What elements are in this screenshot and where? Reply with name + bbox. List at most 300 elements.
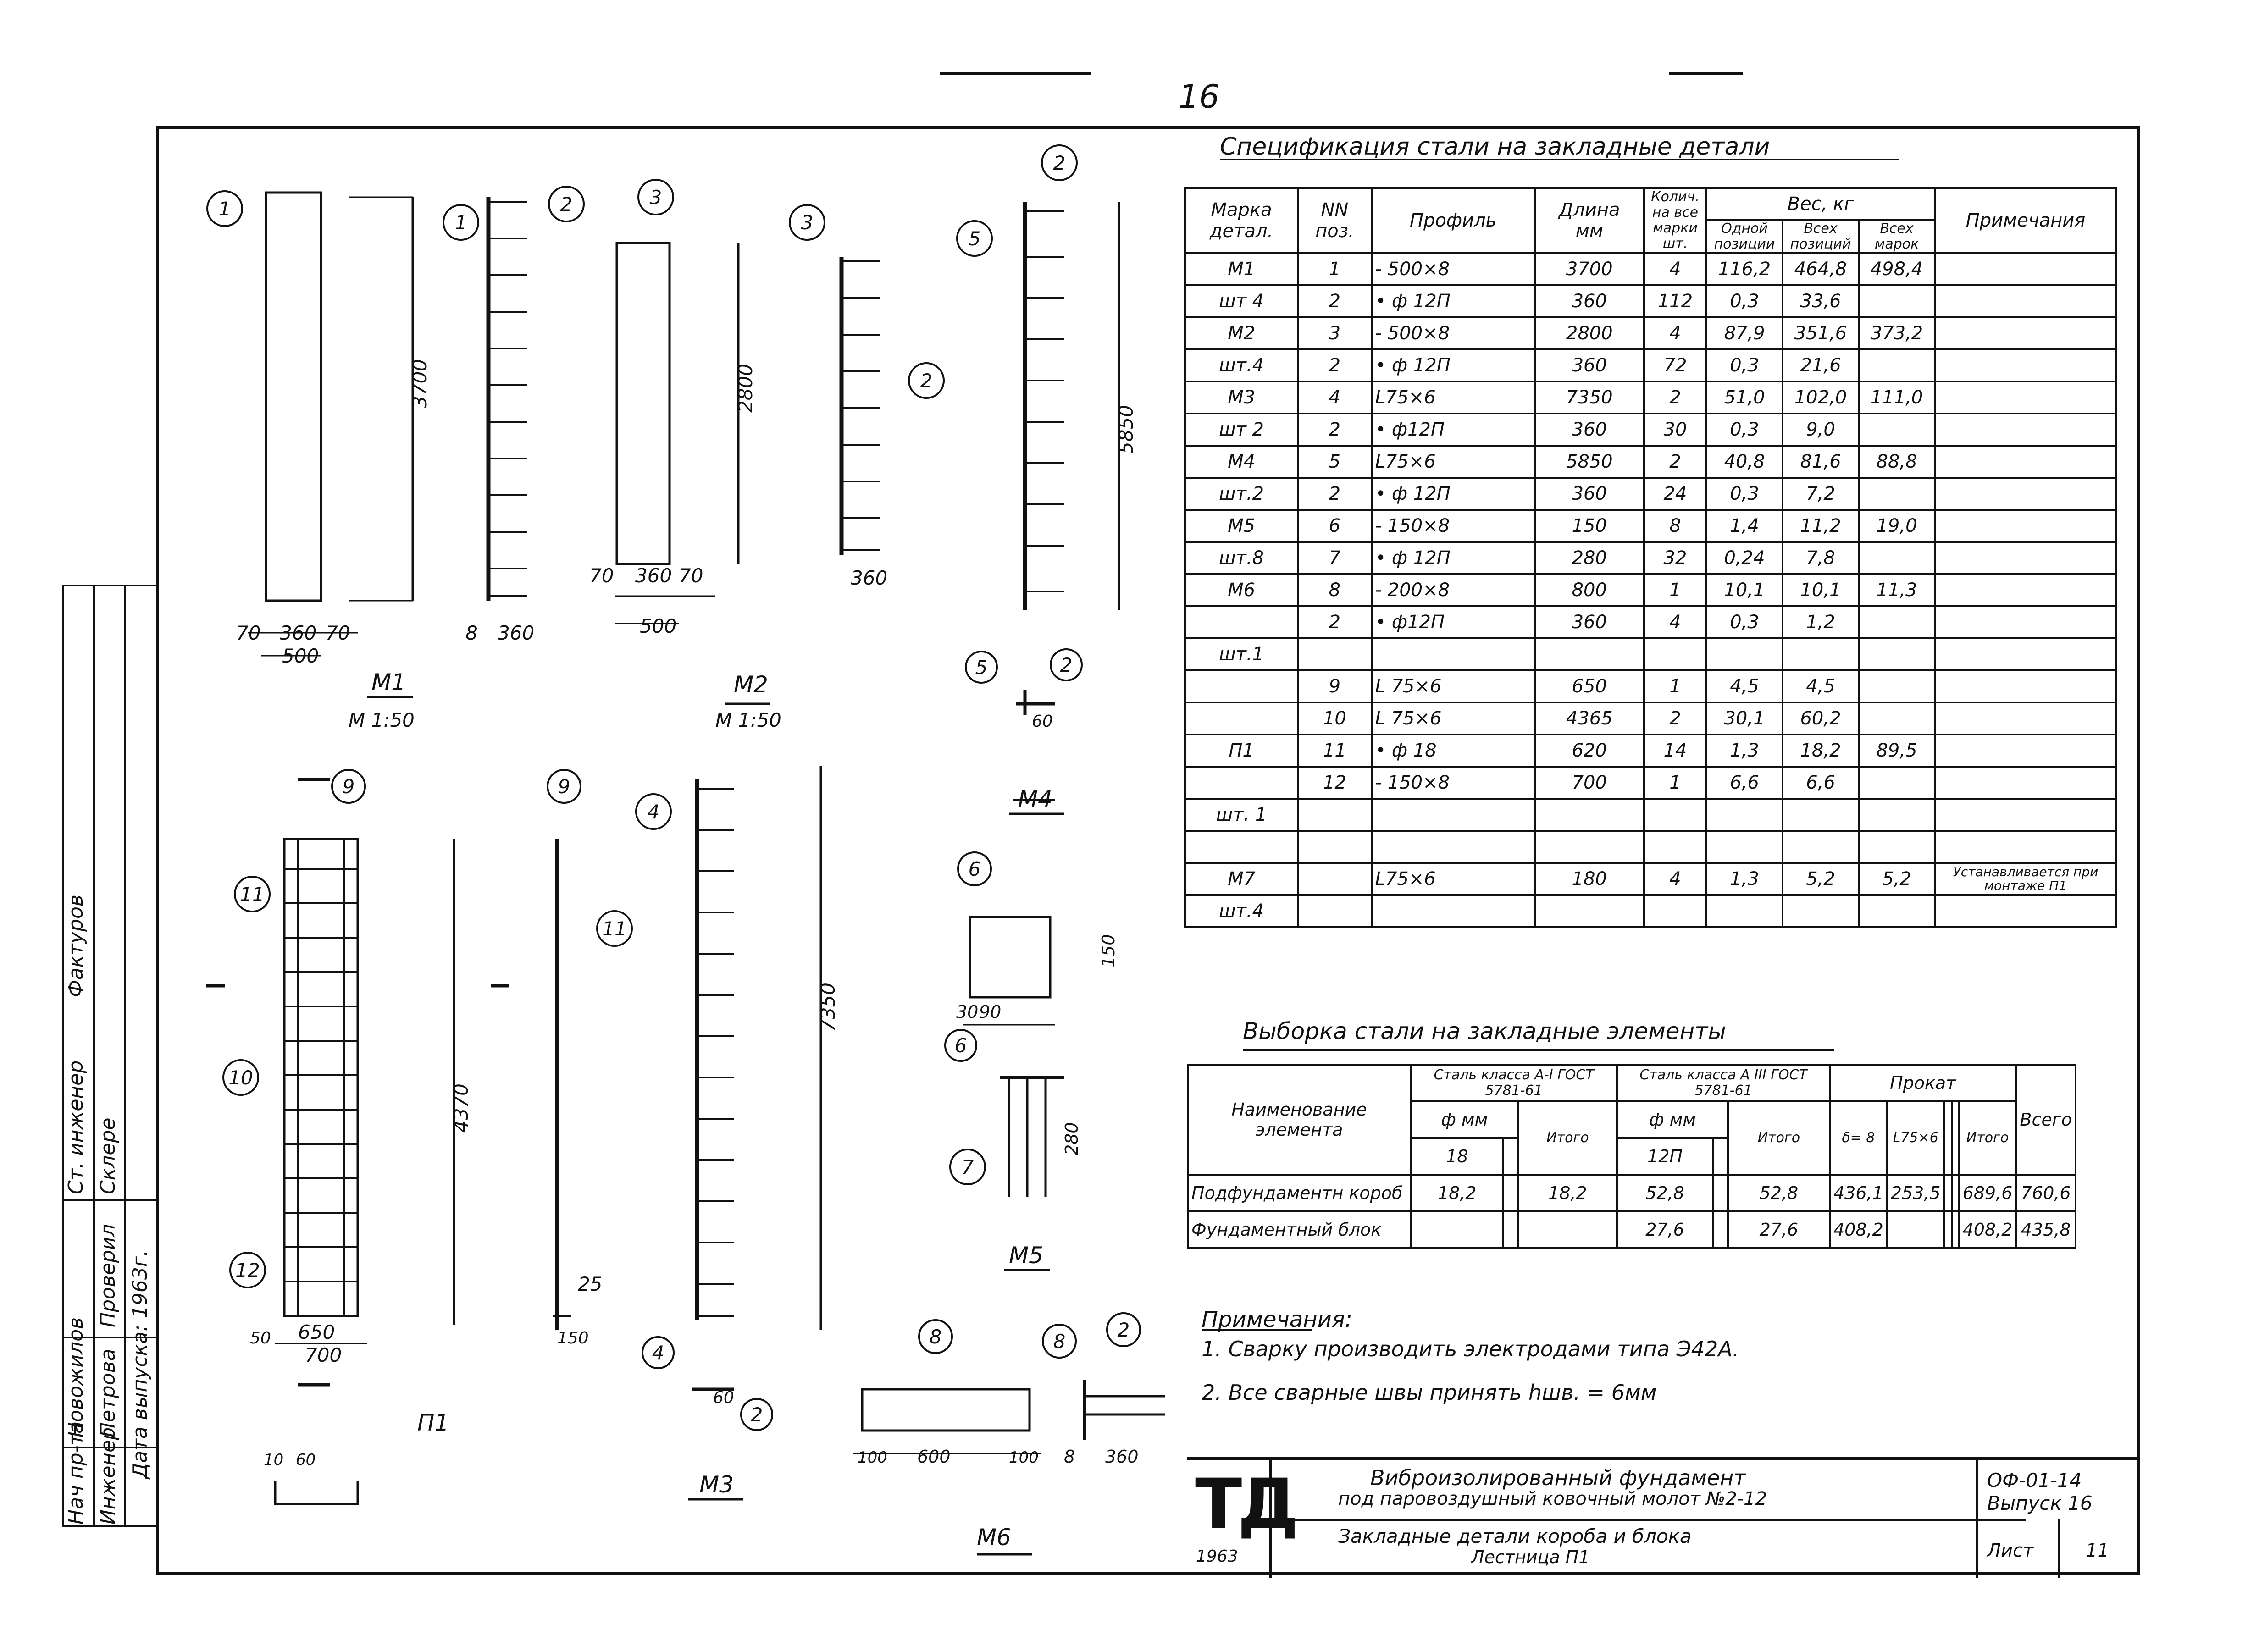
spec-row bbox=[1185, 510, 2116, 542]
stamp-code: ОФ-01-14 bbox=[1987, 1469, 2082, 1492]
spec-cell-wm bbox=[1859, 638, 1935, 670]
spec-cell-cnt: 24 bbox=[1644, 478, 1706, 510]
sidebar-r5-role: Фактуров bbox=[64, 895, 88, 997]
svg-text:11: 11 bbox=[240, 883, 265, 906]
sel-cell-name: Подфундаментн короб bbox=[1188, 1175, 1411, 1211]
stamp-sheet: 11 bbox=[2086, 1540, 2109, 1561]
spec-cell-pos: 11 bbox=[1298, 735, 1371, 767]
m3-label: М3 bbox=[699, 1471, 734, 1498]
sel-h-l75: L75×6 bbox=[1887, 1101, 1944, 1175]
spec-cell-w1: 0,3 bbox=[1706, 285, 1783, 317]
spec-row bbox=[1185, 767, 2116, 799]
svg-text:6: 6 bbox=[968, 858, 981, 880]
spec-cell-note bbox=[1935, 831, 2116, 863]
bubble-9b bbox=[548, 770, 581, 803]
bubble-1 bbox=[207, 191, 242, 226]
spec-cell-wa: 18,2 bbox=[1783, 735, 1859, 767]
spec-cell-wm: 19,0 bbox=[1859, 510, 1935, 542]
spec-cell-mark bbox=[1185, 670, 1298, 702]
hdr-w-all: Всех позиций bbox=[1783, 220, 1859, 253]
sel-h-steel1: Сталь класса А-I ГОСТ 5781-61 bbox=[1411, 1065, 1617, 1101]
spec-cell-w1 bbox=[1706, 799, 1783, 831]
sidebar-r1-name: Петрова bbox=[96, 1348, 120, 1437]
sel-cell-blank bbox=[1952, 1175, 1959, 1211]
spec-cell-len: 360 bbox=[1535, 606, 1644, 638]
spec-cell-cnt bbox=[1644, 638, 1706, 670]
spec-cell-w1: 40,8 bbox=[1706, 446, 1783, 478]
spec-row bbox=[1185, 414, 2116, 446]
selection-row bbox=[1188, 1175, 2076, 1211]
spec-cell-cnt: 112 bbox=[1644, 285, 1706, 317]
spec-cell-len bbox=[1535, 895, 1644, 927]
sel-cell-l75 bbox=[1887, 1211, 1944, 1248]
m5-dim-150: 150 bbox=[1098, 934, 1118, 967]
spec-cell-pos bbox=[1298, 895, 1371, 927]
sel-cell-a_tot bbox=[1518, 1211, 1617, 1248]
m4-dim-total: 5850 bbox=[1115, 405, 1137, 454]
bubble-10 bbox=[223, 1060, 258, 1095]
stamp-logo: ТД bbox=[1195, 1464, 1294, 1544]
spec-row bbox=[1185, 670, 2116, 702]
sel-cell-blank bbox=[1713, 1211, 1728, 1248]
stamp-divider bbox=[1269, 1519, 2026, 1521]
svg-text:3: 3 bbox=[801, 211, 814, 234]
spec-cell-pos: 6 bbox=[1298, 510, 1371, 542]
p1-dim-700: 700 bbox=[305, 1344, 342, 1366]
spec-cell-profile: L 75×6 bbox=[1372, 670, 1535, 702]
sel-cell-blank bbox=[1952, 1211, 1959, 1248]
m2-dim-total: 2800 bbox=[734, 364, 757, 413]
spec-cell-profile: L 75×6 bbox=[1372, 702, 1535, 735]
svg-text:5: 5 bbox=[968, 227, 981, 250]
spec-cell-mark bbox=[1185, 606, 1298, 638]
sel-h-blank4 bbox=[1713, 1138, 1728, 1175]
hdr-count: Колич. на все марки шт. bbox=[1644, 188, 1706, 253]
spec-cell-profile: - 500×8 bbox=[1372, 253, 1535, 285]
sel-cell-all: 435,8 bbox=[2016, 1211, 2076, 1248]
m2-dim-360: 360 bbox=[635, 564, 672, 587]
spec-row bbox=[1185, 606, 2116, 638]
spec-cell-wa: 6,6 bbox=[1783, 767, 1859, 799]
bubble-2b bbox=[909, 363, 944, 398]
spec-cell-profile: • ф12П bbox=[1372, 414, 1535, 446]
spec-cell-pos: 2 bbox=[1298, 285, 1371, 317]
hdr-length: Длина мм bbox=[1535, 188, 1644, 253]
sel-cell-a_tot: 18,2 bbox=[1518, 1175, 1617, 1211]
sidebar-r4-role: Ст. инженер bbox=[64, 1060, 88, 1194]
spec-cell-note bbox=[1935, 414, 2116, 446]
spec-table bbox=[1184, 187, 2117, 928]
m1-dim-500: 500 bbox=[282, 645, 319, 667]
spec-cell-wm bbox=[1859, 414, 1935, 446]
spec-cell-cnt: 30 bbox=[1644, 414, 1706, 446]
spec-cell-pos: 12 bbox=[1298, 767, 1371, 799]
sel-cell-b_tot: 52,8 bbox=[1728, 1175, 1830, 1211]
signature-sidebar bbox=[62, 585, 156, 1527]
spec-cell-note bbox=[1935, 895, 2116, 927]
spec-cell-len: 360 bbox=[1535, 414, 1644, 446]
svg-text:2: 2 bbox=[560, 193, 573, 215]
spec-cell-wa: 351,6 bbox=[1783, 317, 1859, 349]
spec-cell-wa bbox=[1783, 799, 1859, 831]
spec-cell-w1: 87,9 bbox=[1706, 317, 1783, 349]
spec-cell-mark: М3 bbox=[1185, 381, 1298, 414]
spec-cell-profile bbox=[1372, 638, 1535, 670]
spec-cell-profile bbox=[1372, 895, 1535, 927]
spec-cell-cnt: 4 bbox=[1644, 863, 1706, 895]
sel-h-total1: Итого bbox=[1518, 1101, 1617, 1175]
spec-row bbox=[1185, 799, 2116, 831]
m2-dim-70b: 70 bbox=[679, 564, 703, 587]
spec-header-row bbox=[1185, 188, 2116, 220]
sel-h-blank2 bbox=[1952, 1101, 1959, 1175]
spec-cell-w1: 4,5 bbox=[1706, 670, 1783, 702]
svg-text:7: 7 bbox=[961, 1156, 974, 1178]
spec-cell-len: 150 bbox=[1535, 510, 1644, 542]
page-number: 16 bbox=[1179, 78, 1220, 116]
spec-cell-pos: 7 bbox=[1298, 542, 1371, 574]
bubble-2f bbox=[741, 1399, 772, 1430]
spec-cell-wa: 10,1 bbox=[1783, 574, 1859, 606]
svg-text:9: 9 bbox=[342, 775, 355, 798]
spec-row bbox=[1185, 863, 2116, 895]
bubble-2a bbox=[549, 187, 584, 221]
sidebar-date: Дата выпуска: 1963г. bbox=[128, 1249, 152, 1479]
spec-cell-pos: 8 bbox=[1298, 574, 1371, 606]
spec-cell-wa: 60,2 bbox=[1783, 702, 1859, 735]
m2-dim-70a: 70 bbox=[589, 564, 614, 587]
sel-cell-l75: 253,5 bbox=[1887, 1175, 1944, 1211]
spec-cell-wa: 102,0 bbox=[1783, 381, 1859, 414]
spec-cell-len: 800 bbox=[1535, 574, 1644, 606]
bubble-4a bbox=[636, 794, 671, 829]
spec-row bbox=[1185, 446, 2116, 478]
sel-h-all: Всего bbox=[2016, 1065, 2076, 1175]
svg-text:6: 6 bbox=[954, 1034, 967, 1057]
spec-cell-len: 280 bbox=[1535, 542, 1644, 574]
hdr-notes: Примечания bbox=[1935, 188, 2116, 253]
sidebar-r1-role: Инженер bbox=[96, 1427, 120, 1525]
spec-cell-profile: L75×6 bbox=[1372, 446, 1535, 478]
spec-cell-mark: М7 bbox=[1185, 863, 1298, 895]
notes-title: Примечания: bbox=[1202, 1307, 1352, 1332]
spec-cell-pos: 9 bbox=[1298, 670, 1371, 702]
m6-dim-100a: 100 bbox=[858, 1448, 887, 1467]
spec-cell-w1: 116,2 bbox=[1706, 253, 1783, 285]
spec-cell-len: 180 bbox=[1535, 863, 1644, 895]
sel-cell-b12: 52,8 bbox=[1617, 1175, 1712, 1211]
sidebar-r2-role: Нач пр-та bbox=[64, 1421, 88, 1525]
spec-cell-len bbox=[1535, 831, 1644, 863]
spec-cell-profile: • ф 12П bbox=[1372, 285, 1535, 317]
spec-cell-cnt: 72 bbox=[1644, 349, 1706, 381]
p1-dim-650: 650 bbox=[298, 1321, 335, 1343]
spec-cell-w1 bbox=[1706, 895, 1783, 927]
sel-cell-blank bbox=[1503, 1211, 1518, 1248]
spec-cell-note bbox=[1935, 253, 2116, 285]
spec-cell-len: 620 bbox=[1535, 735, 1644, 767]
spec-cell-len: 7350 bbox=[1535, 381, 1644, 414]
stamp-subtitle2: Лестница П1 bbox=[1471, 1547, 1590, 1567]
sel-cell-blank bbox=[1713, 1175, 1728, 1211]
svg-text:2: 2 bbox=[920, 370, 933, 392]
m5-label: М5 bbox=[1009, 1242, 1043, 1269]
note-2: 2. Все сварные швы принять hшв. = 6мм bbox=[1202, 1380, 1657, 1405]
spec-cell-mark: шт.8 bbox=[1185, 542, 1298, 574]
sel-cell-a18 bbox=[1411, 1211, 1503, 1248]
spec-cell-cnt: 2 bbox=[1644, 702, 1706, 735]
stamp-subtitle: Закладные детали короба и блока bbox=[1338, 1525, 1692, 1547]
note-1: 1. Сварку производить электродами типа Э42А. bbox=[1202, 1337, 1739, 1361]
sel-cell-b_tot: 27,6 bbox=[1728, 1211, 1830, 1248]
spec-cell-mark: шт 2 bbox=[1185, 414, 1298, 446]
spec-cell-note bbox=[1935, 446, 2116, 478]
spec-cell-mark: М5 bbox=[1185, 510, 1298, 542]
stamp-year: 1963 bbox=[1196, 1547, 1238, 1566]
spec-cell-len bbox=[1535, 638, 1644, 670]
sel-cell-a18: 18,2 bbox=[1411, 1175, 1503, 1211]
stamp-issue: Выпуск 16 bbox=[1987, 1492, 2093, 1514]
stamp-title2: под паровоздушный ковочный молот №2-12 bbox=[1338, 1488, 1767, 1509]
spec-cell-wa: 11,2 bbox=[1783, 510, 1859, 542]
hdr-w-marks: Всех марок bbox=[1859, 220, 1935, 253]
m6-dim-8: 8 bbox=[1064, 1447, 1075, 1467]
spec-cell-cnt: 2 bbox=[1644, 446, 1706, 478]
svg-text:2: 2 bbox=[1053, 152, 1066, 174]
spec-row bbox=[1185, 317, 2116, 349]
spec-cell-cnt: 2 bbox=[1644, 381, 1706, 414]
spec-cell-len: 360 bbox=[1535, 285, 1644, 317]
spec-cell-note bbox=[1935, 285, 2116, 317]
bubble-3b bbox=[790, 205, 825, 240]
hdr-weight: Вес, кг bbox=[1706, 188, 1935, 220]
svg-text:11: 11 bbox=[602, 917, 627, 940]
spec-cell-pos: 2 bbox=[1298, 478, 1371, 510]
spec-cell-profile: - 200×8 bbox=[1372, 574, 1535, 606]
spec-cell-mark: М4 bbox=[1185, 446, 1298, 478]
m6-dim-600: 600 bbox=[917, 1447, 951, 1467]
spec-cell-pos bbox=[1298, 638, 1371, 670]
spec-cell-note bbox=[1935, 381, 2116, 414]
spec-cell-w1: 1,4 bbox=[1706, 510, 1783, 542]
spec-cell-wa: 4,5 bbox=[1783, 670, 1859, 702]
spec-cell-pos: 2 bbox=[1298, 606, 1371, 638]
spec-cell-pos bbox=[1298, 863, 1371, 895]
spec-cell-w1: 0,24 bbox=[1706, 542, 1783, 574]
spec-cell-wm bbox=[1859, 349, 1935, 381]
spec-cell-wm bbox=[1859, 542, 1935, 574]
spec-cell-w1: 0,3 bbox=[1706, 478, 1783, 510]
bubble-6a bbox=[958, 852, 991, 885]
spec-cell-w1: 1,3 bbox=[1706, 863, 1783, 895]
sel-h-blank1 bbox=[1944, 1101, 1952, 1175]
spec-cell-w1 bbox=[1706, 638, 1783, 670]
m5-dim-90: 90 bbox=[979, 1002, 1002, 1022]
bubble-7 bbox=[950, 1149, 985, 1184]
spec-cell-len: 3700 bbox=[1535, 253, 1644, 285]
sel-cell-name: Фундаментный блок bbox=[1188, 1211, 1411, 1248]
spec-cell-note bbox=[1935, 542, 2116, 574]
m1-dim-total: 3700 bbox=[409, 359, 431, 408]
spec-cell-wa bbox=[1783, 831, 1859, 863]
sec-dim-10: 10 bbox=[264, 1451, 284, 1469]
sel-cell-blank bbox=[1944, 1211, 1952, 1248]
p1-dim-150: 150 bbox=[557, 1329, 589, 1348]
spec-cell-wm bbox=[1859, 285, 1935, 317]
spec-cell-w1: 6,6 bbox=[1706, 767, 1783, 799]
spec-cell-w1: 30,1 bbox=[1706, 702, 1783, 735]
spec-cell-pos: 1 bbox=[1298, 253, 1371, 285]
spec-cell-note bbox=[1935, 702, 2116, 735]
sel-cell-blank bbox=[1503, 1175, 1518, 1211]
sec-dim-60: 60 bbox=[296, 1451, 316, 1469]
stamp-vline2 bbox=[2058, 1519, 2060, 1578]
svg-text:9: 9 bbox=[558, 775, 570, 798]
spec-cell-mark: шт.4 bbox=[1185, 895, 1298, 927]
spec-row bbox=[1185, 349, 2116, 381]
spec-cell-pos: 2 bbox=[1298, 349, 1371, 381]
hdr-profile: Профиль bbox=[1372, 188, 1535, 253]
bubble-1b bbox=[443, 205, 478, 240]
spec-cell-wm bbox=[1859, 831, 1935, 863]
spec-cell-mark bbox=[1185, 831, 1298, 863]
spec-cell-profile: • ф 12П bbox=[1372, 478, 1535, 510]
spec-cell-cnt: 4 bbox=[1644, 317, 1706, 349]
spec-cell-note bbox=[1935, 735, 2116, 767]
spec-cell-wa bbox=[1783, 638, 1859, 670]
spec-cell-w1: 51,0 bbox=[1706, 381, 1783, 414]
spec-cell-wm bbox=[1859, 895, 1935, 927]
svg-text:4: 4 bbox=[647, 801, 660, 823]
spec-cell-note bbox=[1935, 510, 2116, 542]
spec-cell-mark bbox=[1185, 767, 1298, 799]
bubble-2c bbox=[1042, 145, 1077, 180]
spec-row bbox=[1185, 831, 2116, 863]
hdr-marka: Марка детал. bbox=[1185, 188, 1298, 253]
spec-cell-profile: - 150×8 bbox=[1372, 767, 1535, 799]
sel-h-rolled: Прокат bbox=[1830, 1065, 2016, 1101]
spec-cell-profile: • ф 12П bbox=[1372, 542, 1535, 574]
spec-cell-w1: 10,1 bbox=[1706, 574, 1783, 606]
bubble-2e bbox=[1107, 1313, 1140, 1346]
spec-cell-cnt bbox=[1644, 831, 1706, 863]
spec-cell-profile: - 150×8 bbox=[1372, 510, 1535, 542]
stamp-vline bbox=[1976, 1460, 1978, 1578]
spec-cell-wa: 7,2 bbox=[1783, 478, 1859, 510]
bubble-8a bbox=[919, 1320, 952, 1353]
svg-text:1: 1 bbox=[454, 211, 467, 234]
spec-cell-cnt bbox=[1644, 895, 1706, 927]
spec-cell-note bbox=[1935, 606, 2116, 638]
spec-cell-w1: 1,3 bbox=[1706, 735, 1783, 767]
spec-cell-wa bbox=[1783, 895, 1859, 927]
m3-dim-60: 60 bbox=[713, 1388, 734, 1407]
svg-text:1: 1 bbox=[218, 198, 231, 220]
bubble-12 bbox=[230, 1253, 265, 1287]
bubble-6b bbox=[945, 1030, 976, 1061]
m3-dim-total: 7350 bbox=[817, 983, 839, 1032]
sel-cell-d8: 436,1 bbox=[1830, 1175, 1887, 1211]
spec-cell-cnt: 14 bbox=[1644, 735, 1706, 767]
spec-cell-w1: 0,3 bbox=[1706, 349, 1783, 381]
m1-dim-70a: 70 bbox=[236, 622, 261, 644]
spec-cell-note: Устанавливается при монтаже П1 bbox=[1935, 863, 2116, 895]
sel-h-12p: 12П bbox=[1617, 1138, 1712, 1175]
spec-cell-note bbox=[1935, 317, 2116, 349]
hdr-nn: NN поз. bbox=[1298, 188, 1371, 253]
spec-cell-len: 360 bbox=[1535, 478, 1644, 510]
sel-h-total2: Итого bbox=[1728, 1101, 1830, 1175]
bubble-4b bbox=[642, 1337, 674, 1368]
spec-row bbox=[1185, 478, 2116, 510]
spec-cell-wm bbox=[1859, 606, 1935, 638]
svg-text:8: 8 bbox=[929, 1326, 942, 1348]
spec-cell-wm bbox=[1859, 799, 1935, 831]
spec-row bbox=[1185, 542, 2116, 574]
sel-h-total3: Итого bbox=[1959, 1101, 2016, 1175]
spec-cell-wa: 33,6 bbox=[1783, 285, 1859, 317]
spec-cell-wm: 111,0 bbox=[1859, 381, 1935, 414]
spec-cell-pos: 10 bbox=[1298, 702, 1371, 735]
m6-label: М6 bbox=[977, 1524, 1011, 1551]
svg-text:3: 3 bbox=[649, 186, 662, 209]
spec-cell-wm: 498,4 bbox=[1859, 253, 1935, 285]
m1-dim-360: 360 bbox=[280, 622, 317, 644]
spec-cell-wa: 9,0 bbox=[1783, 414, 1859, 446]
m2-dim-500: 500 bbox=[640, 615, 677, 637]
m4-dim-60: 60 bbox=[1032, 712, 1053, 731]
spec-cell-cnt: 1 bbox=[1644, 574, 1706, 606]
p1-dim-50: 50 bbox=[250, 1329, 271, 1348]
p1-dim-25: 25 bbox=[578, 1273, 603, 1295]
spec-row bbox=[1185, 638, 2116, 670]
spec-cell-wm: 11,3 bbox=[1859, 574, 1935, 606]
svg-text:4: 4 bbox=[652, 1342, 664, 1364]
spec-cell-pos: 4 bbox=[1298, 381, 1371, 414]
sel-cell-blank bbox=[1944, 1175, 1952, 1211]
selection-table bbox=[1187, 1064, 2076, 1249]
spec-cell-pos bbox=[1298, 799, 1371, 831]
spec-cell-cnt: 4 bbox=[1644, 606, 1706, 638]
spec-cell-wa: 21,6 bbox=[1783, 349, 1859, 381]
svg-text:8: 8 bbox=[1053, 1330, 1066, 1353]
stamp-sheet-label: Лист bbox=[1987, 1540, 2034, 1561]
m2-label: М2 bbox=[734, 671, 768, 698]
spec-cell-cnt: 1 bbox=[1644, 767, 1706, 799]
spec-title: Спецификация стали на закладные детали bbox=[1220, 133, 1770, 160]
spec-row bbox=[1185, 735, 2116, 767]
m1-plate bbox=[266, 193, 321, 601]
m6-dim-360: 360 bbox=[1105, 1447, 1139, 1467]
m1-label: М1 bbox=[371, 669, 406, 696]
spec-cell-wa: 7,8 bbox=[1783, 542, 1859, 574]
spec-cell-cnt: 4 bbox=[1644, 253, 1706, 285]
m6-dim-100b: 100 bbox=[1009, 1448, 1039, 1467]
spec-cell-profile: • ф 18 bbox=[1372, 735, 1535, 767]
spec-cell-mark: М6 bbox=[1185, 574, 1298, 606]
m2-w-360: 360 bbox=[851, 567, 888, 589]
spec-cell-profile: - 500×8 bbox=[1372, 317, 1535, 349]
svg-text:5: 5 bbox=[975, 656, 988, 679]
spec-cell-wm bbox=[1859, 702, 1935, 735]
bubble-11a bbox=[235, 877, 270, 912]
sel-cell-all: 760,6 bbox=[2016, 1175, 2076, 1211]
spec-cell-wa: 464,8 bbox=[1783, 253, 1859, 285]
sel-cell-r_tot: 689,6 bbox=[1959, 1175, 2016, 1211]
selection-title: Выборка стали на закладные элементы bbox=[1243, 1018, 1726, 1044]
spec-row bbox=[1185, 895, 2116, 927]
spec-cell-note bbox=[1935, 767, 2116, 799]
